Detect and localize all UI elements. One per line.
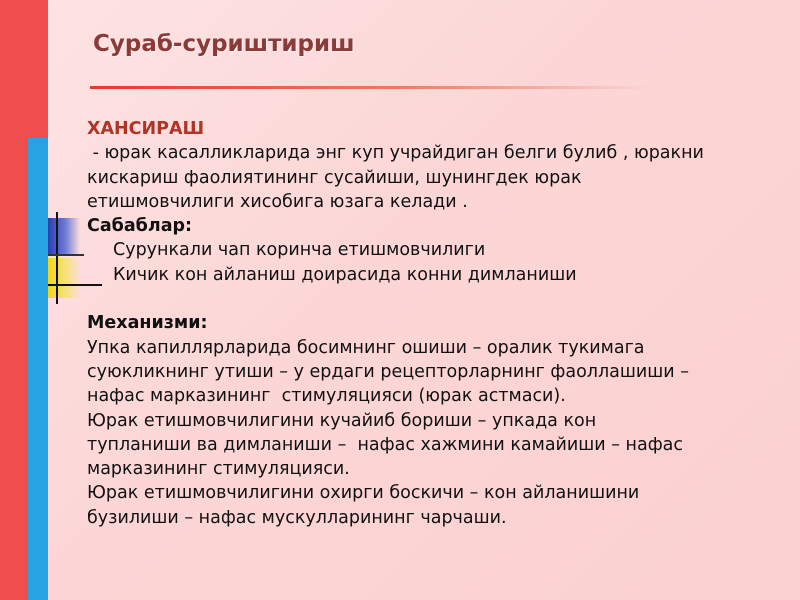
mechanism-line: суюкликнинг утиши – у ердаги рецепторларнинг фаоллашиши – — [87, 361, 689, 382]
definition-line: - юрак касалликларида энг куп учрайдиган белги булиб , юракни — [87, 143, 704, 164]
cause-item: Сурункали чап коринча етишмовчилиги — [113, 240, 486, 261]
decor-vertical-line — [56, 212, 58, 304]
spacer — [87, 287, 787, 311]
mechanism-line: Упка капиллярларида босимнинг ошиши – оралик тукимага — [87, 337, 645, 358]
definition-line: етишмовчилиги хисобига юзага келади . — [87, 191, 468, 212]
mechanism-line: тупланиши ва димланиши – нафас хажмини камайиши – нафас — [87, 434, 684, 455]
mechanism-line: марказининг стимуляцияси. — [87, 459, 350, 480]
mechanisms-heading: Механизми: — [87, 313, 208, 334]
causes-heading: Сабаблар: — [87, 216, 193, 237]
definition-line: кискариш фаолиятининг сусайиши, шунингдек юрак — [87, 167, 582, 188]
decor-yellow-square — [48, 258, 80, 298]
mechanism-line: Юрак етишмовчилигини кучайиб бориши – упкада кон — [87, 410, 597, 431]
decor-horizontal-line-upper — [48, 254, 84, 256]
decor-blue-square — [48, 218, 80, 256]
title-underline — [90, 86, 650, 89]
decor-blue-bar — [28, 138, 48, 600]
mechanism-line: нафас марказининг стимуляцияси (юрак астмаси). — [87, 386, 566, 407]
cause-item: Кичик кон айланиш доирасида конни димланиши — [113, 264, 577, 285]
mechanism-line: бузилиши – нафас мускулларининг чарчаши. — [87, 507, 507, 528]
slide-title: Сураб-суриштириш — [93, 31, 355, 57]
slide-body — [87, 117, 787, 530]
section-title: ХАНСИРАШ — [87, 119, 205, 139]
mechanism-line: Юрак етишмовчилигини охирги боскичи – кон айланишини — [87, 483, 640, 504]
